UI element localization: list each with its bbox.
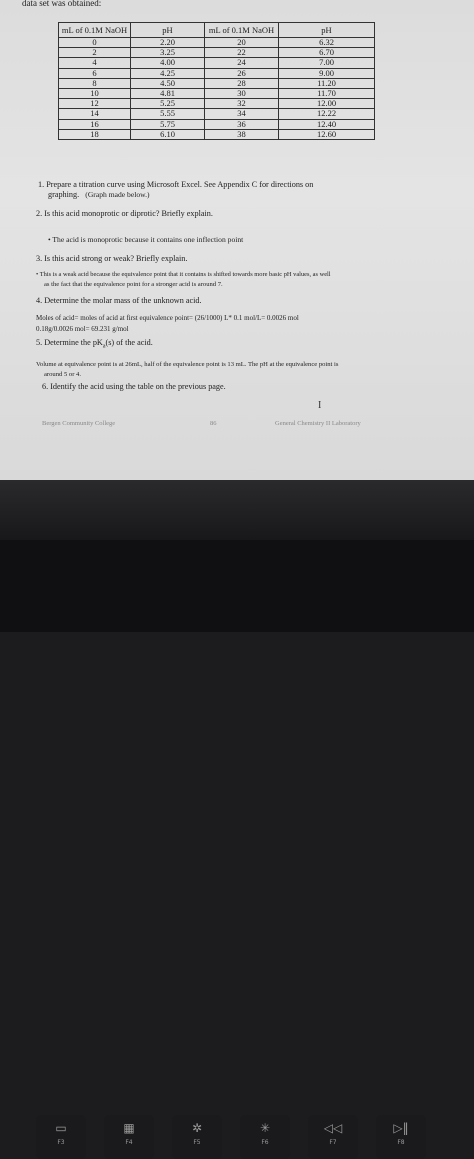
table-cell: 7.00 <box>279 58 375 68</box>
table-cell: 12.00 <box>279 99 375 109</box>
table-row <box>59 99 375 109</box>
rewind-icon: ◁◁ <box>323 1121 343 1135</box>
question-1-graphing: graphing. <box>48 190 80 199</box>
table-cell: 14 <box>59 109 131 119</box>
table-row <box>59 119 375 129</box>
intro-text: data set was obtained: <box>22 0 102 8</box>
table-cell: 18 <box>59 129 131 139</box>
question-5: 5. Determine the $pK_a(s)$ of the acid. <box>36 338 153 350</box>
answer-4-line-2: 0.18g/0.0026 mol= 69.231 g/mol <box>36 325 129 333</box>
key-f5[interactable] <box>172 1115 222 1159</box>
table-cell: 36 <box>205 119 279 129</box>
footer-page-number: 86 <box>210 420 217 427</box>
key-label: F8 <box>397 1139 405 1146</box>
key-f3[interactable] <box>36 1115 86 1159</box>
table-cell: 4 <box>59 58 131 68</box>
table-row <box>59 89 375 99</box>
table-row <box>59 38 375 48</box>
table-cell: 22 <box>205 48 279 58</box>
table-row <box>59 58 375 68</box>
table-cell: 6.70 <box>279 48 375 58</box>
key-f8[interactable] <box>376 1115 426 1159</box>
answer-3-line-2: as the fact that the equivalence point for a stronger acid is around 7. <box>44 281 223 288</box>
table-cell: 5.25 <box>131 99 205 109</box>
table-row <box>59 48 375 58</box>
table-cell: 10 <box>59 89 131 99</box>
launchpad-icon: ▦ <box>123 1121 135 1135</box>
titration-data-table <box>58 22 375 140</box>
table-cell: 24 <box>205 58 279 68</box>
table-row <box>59 68 375 78</box>
document-page <box>0 0 474 480</box>
table-cell: 5.75 <box>131 119 205 129</box>
keyboard-brightness-down-icon: ✲ <box>191 1121 203 1135</box>
table-cell: 0 <box>59 38 131 48</box>
table-cell: 30 <box>205 89 279 99</box>
mission-control-icon: ▭ <box>55 1121 67 1135</box>
key-f6[interactable] <box>240 1115 290 1159</box>
question-1-note: (Graph made below.) <box>85 190 150 199</box>
table-cell: 2 <box>59 48 131 58</box>
table-cell: 26 <box>205 68 279 78</box>
key-label: F4 <box>125 1139 133 1146</box>
table-cell: 4.81 <box>131 89 205 99</box>
table-cell: 16 <box>59 119 131 129</box>
table-cell: 9.00 <box>279 68 375 78</box>
table-cell: 8 <box>59 78 131 88</box>
table-cell: 32 <box>205 99 279 109</box>
table-cell: 3.25 <box>131 48 205 58</box>
key-label: F5 <box>193 1139 201 1146</box>
table-cell: 4.50 <box>131 78 205 88</box>
table-cell: 12.60 <box>279 129 375 139</box>
answer-3-line-1: • This is a weak acid because the equivalence point that it contains is shifted towards more basic pH values, as well <box>36 271 331 278</box>
monitor-bezel <box>0 480 474 540</box>
table-cell: 6.10 <box>131 129 205 139</box>
table-cell: 38 <box>205 129 279 139</box>
question-6: 6. Identify the acid using the table on the previous page. <box>42 382 226 391</box>
table-cell: 12 <box>59 99 131 109</box>
table-cell: 20 <box>205 38 279 48</box>
header-ph-left: pH <box>131 23 205 38</box>
table-cell: 6.32 <box>279 38 375 48</box>
key-label: F3 <box>57 1139 65 1146</box>
table-cell: 12.22 <box>279 109 375 119</box>
table-row <box>59 129 375 139</box>
answer-5-line-1: Volume at equivalence point is at 26mL, half of the equivalence point is 13 mL. The pH at the equivalence point is <box>36 361 339 368</box>
answer-2: • The acid is monoprotic because it contains one inflection point <box>48 235 244 244</box>
key-label: F6 <box>261 1139 269 1146</box>
answer-5-line-2: around 5 or 4. <box>44 371 81 378</box>
header-ph-right: pH <box>279 23 375 38</box>
key-f7[interactable] <box>308 1115 358 1159</box>
table-cell: 2.20 <box>131 38 205 48</box>
question-1-line-1: 1. Prepare a titration curve using Microsoft Excel. See Appendix C for directions on <box>38 180 314 189</box>
key-label: F7 <box>329 1139 337 1146</box>
header-volume-left: mL of 0.1M NaOH <box>59 23 131 38</box>
header-volume-right: mL of 0.1M NaOH <box>205 23 279 38</box>
table-cell: 11.20 <box>279 78 375 88</box>
table-cell: 28 <box>205 78 279 88</box>
table-cell: 4.25 <box>131 68 205 78</box>
question-3: 3. Is this acid strong or weak? Briefly explain. <box>36 254 188 263</box>
answer-4-line-1: Moles of acid= moles of acid at first equivalence point= (26/1000) L* 0.1 mol/L= 0.0026 mol <box>36 314 299 322</box>
question-4: 4. Determine the molar mass of the unknown acid. <box>36 296 202 305</box>
play-pause-icon: ▷‖ <box>393 1121 409 1135</box>
question-2: 2. Is this acid monoprotic or diprotic? Briefly explain. <box>36 209 213 218</box>
table-cell: 34 <box>205 109 279 119</box>
table-cell: 12.40 <box>279 119 375 129</box>
table-cell: 5.55 <box>131 109 205 119</box>
table-cell: 6 <box>59 68 131 78</box>
text-cursor-icon: Ι <box>318 400 322 411</box>
table-row <box>59 109 375 119</box>
table-header-row <box>59 23 375 38</box>
footer-college: Bergen Community College <box>42 420 116 427</box>
table-cell: 4.00 <box>131 58 205 68</box>
keyboard-function-row <box>0 540 474 1146</box>
table-cell: 11.70 <box>279 89 375 99</box>
key-f4[interactable] <box>104 1115 154 1159</box>
footer-course: General Chemistry II Laboratory <box>275 420 361 427</box>
table-row <box>59 78 375 88</box>
keyboard-brightness-up-icon: ✳ <box>259 1121 271 1135</box>
question-1-line-2 <box>48 190 150 200</box>
